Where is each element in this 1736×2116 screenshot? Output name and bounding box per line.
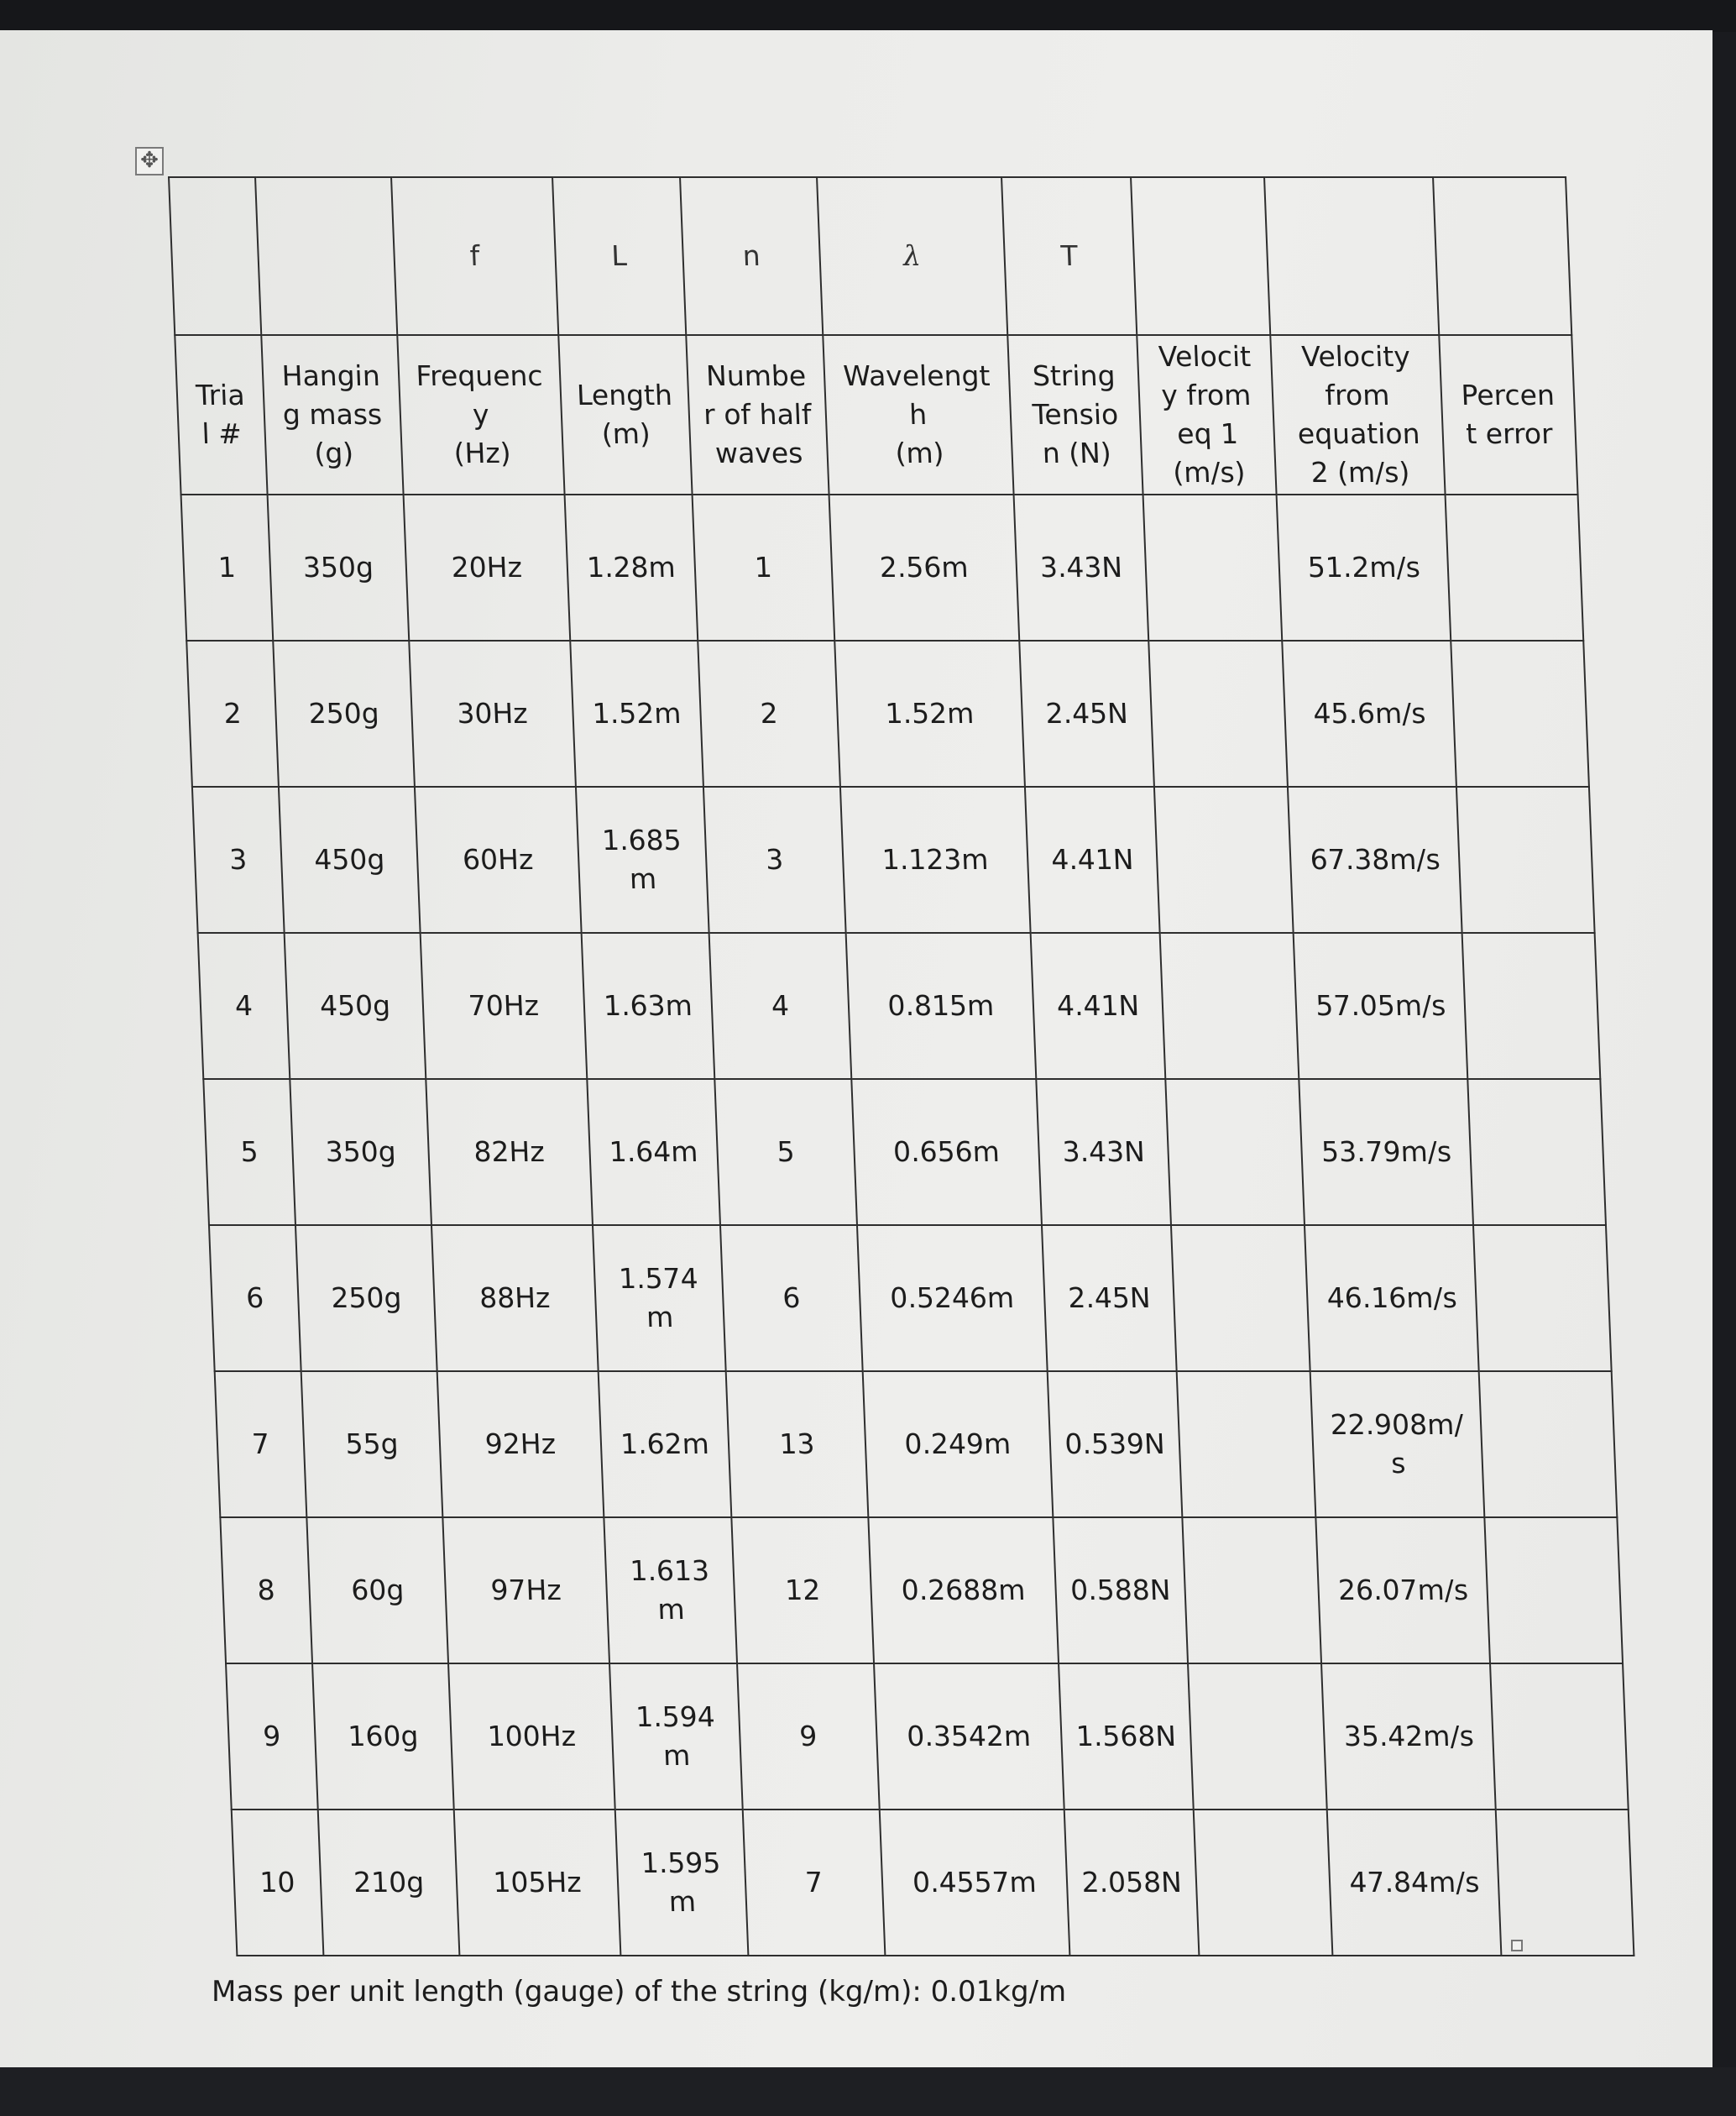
cell-velocity-eq1[interactable] [1160,933,1299,1079]
cell-frequency[interactable] [437,1371,604,1517]
header-cell-half-waves[interactable] [687,335,829,495]
cell-text: 9 [798,1720,818,1752]
cell-text: 12 [784,1574,821,1606]
cell-velocity-eq2[interactable] [1299,1079,1474,1225]
cell-text: 88Hz [478,1281,552,1314]
table-row [198,933,1601,1079]
cell-text: 3 [228,843,248,876]
cell-tension[interactable] [1042,1225,1177,1371]
cell-text: 5 [776,1135,796,1168]
symbol-text: λ [902,239,922,272]
cell-text: 35.42m/s [1343,1720,1475,1752]
cell-percent-error[interactable] [1456,787,1594,933]
cell-frequency[interactable] [421,933,587,1079]
table-resize-icon[interactable] [1511,1940,1523,1951]
cell-wavelength[interactable] [868,1517,1059,1663]
cell-half-waves[interactable] [743,1810,885,1956]
cell-wavelength[interactable] [879,1810,1069,1956]
cell-tension[interactable] [1019,641,1154,787]
cell-velocity-eq1[interactable] [1148,641,1288,787]
cell-hanging-mass[interactable] [285,933,426,1079]
cell-text: 8 [256,1574,276,1606]
cell-hanging-mass[interactable] [273,641,415,787]
cell-tension[interactable] [1031,933,1166,1079]
cell-half-waves[interactable] [698,641,840,787]
cell-frequency[interactable] [404,495,570,641]
table-row [232,1810,1634,1956]
cell-text: 1.28m [586,551,677,584]
cell-text: 9 [262,1720,282,1752]
cell-trial[interactable] [220,1517,312,1663]
cell-wavelength[interactable] [845,933,1036,1079]
cell-velocity-eq1[interactable] [1143,495,1283,641]
cell-text: 250g [307,697,380,730]
cell-half-waves[interactable] [693,495,834,641]
header-text: String Tensio n (N) [1032,359,1119,469]
table-row [215,1371,1618,1517]
cell-length[interactable] [609,1663,743,1810]
cell-length[interactable] [598,1371,731,1517]
cell-frequency[interactable] [448,1663,614,1810]
monitor-bezel-bottom [0,2067,1736,2116]
cell-frequency[interactable] [426,1079,593,1225]
cell-frequency[interactable] [431,1225,598,1371]
cell-text: 0.3542m [906,1720,1032,1752]
cell-tension[interactable] [1059,1663,1194,1810]
cell-wavelength[interactable] [829,495,1019,641]
cell-text: 7 [804,1866,824,1899]
monitor-bezel-top [0,0,1736,32]
symbol-cell-velocity-eq2[interactable] [1264,177,1439,335]
cell-text: 0.5246m [889,1281,1015,1314]
cell-text: 105Hz [492,1866,583,1899]
cell-velocity-eq1[interactable] [1188,1663,1327,1810]
cell-text: 2.45N [1044,697,1129,730]
cell-tension[interactable] [1048,1371,1183,1517]
cell-frequency[interactable] [410,641,576,787]
cell-percent-error[interactable] [1485,1517,1623,1663]
cell-text: 0.588N [1069,1574,1172,1606]
cell-velocity-eq2[interactable] [1283,641,1457,787]
cell-text: 45.6m/s [1312,697,1427,730]
cell-text: 1.568N [1075,1720,1177,1752]
cell-velocity-eq1[interactable] [1194,1810,1333,1956]
cell-tension[interactable] [1025,787,1160,933]
cell-text: 210g [353,1866,425,1899]
cell-text: 60Hz [462,843,534,876]
cell-text: 51.2m/s [1307,551,1421,584]
header-cell-trial[interactable] [175,335,267,495]
cell-text: 450g [319,989,391,1022]
cell-text: 1 [217,551,237,584]
cell-text: 2.56m [879,551,970,584]
cell-percent-error[interactable] [1479,1371,1617,1517]
header-text: Frequenc y (Hz) [415,359,544,469]
table-row [192,787,1595,933]
cell-text: 4.41N [1050,843,1135,876]
symbol-cell-trial[interactable] [169,177,261,335]
cell-text: 2.45N [1067,1281,1152,1314]
cell-hanging-mass[interactable] [295,1225,437,1371]
cell-velocity-eq1[interactable] [1166,1079,1305,1225]
cell-half-waves[interactable] [703,787,845,933]
cell-text: 0.4557m [912,1866,1038,1899]
header-cell-wavelength[interactable] [823,335,1014,495]
cell-half-waves[interactable] [709,933,851,1079]
header-text: Velocity from equation 2 (m/s) [1297,340,1421,489]
cell-text: 30Hz [456,697,529,730]
cell-text: 4.41N [1056,989,1140,1022]
cell-text: 1.62m [620,1427,710,1460]
header-text: Percen t error [1460,379,1556,450]
cell-length[interactable] [604,1517,737,1663]
cell-velocity-eq2[interactable] [1316,1517,1491,1663]
symbol-cell-hanging-mass[interactable] [255,177,398,335]
header-cell-velocity-eq1[interactable] [1137,335,1277,495]
cell-hanging-mass[interactable] [290,1079,431,1225]
symbol-cell-half-waves[interactable] [680,177,823,335]
cell-percent-error[interactable] [1490,1663,1628,1810]
cell-text: 0.815m [886,989,995,1022]
table-row [203,1079,1606,1225]
cell-length[interactable] [587,1079,720,1225]
cell-text: 450g [313,843,386,876]
cell-text: 46.16m/s [1326,1281,1458,1314]
cell-text: 350g [302,551,374,584]
cell-velocity-eq2[interactable] [1305,1225,1479,1371]
cell-text: 1.685 m [601,824,682,895]
cell-wavelength[interactable] [874,1663,1064,1810]
cell-hanging-mass[interactable] [267,495,409,641]
cell-tension[interactable] [1064,1810,1200,1956]
cell-trial[interactable] [203,1079,295,1225]
cell-text: 1.52m [591,697,682,730]
table-row [186,641,1589,787]
cell-text: 3 [765,843,784,876]
cell-text: 47.84m/s [1348,1866,1481,1899]
header-cell-percent-error[interactable] [1440,335,1578,495]
header-cell-velocity-eq2[interactable] [1271,335,1446,495]
cell-text: 92Hz [484,1427,557,1460]
symbol-text: f [468,239,481,272]
cell-wavelength[interactable] [862,1371,1053,1517]
header-row [175,335,1577,495]
cell-length[interactable] [564,495,698,641]
cell-percent-error[interactable] [1451,641,1589,787]
cell-text: 0.656m [892,1135,1001,1168]
cell-length[interactable] [570,641,703,787]
cell-text: 160g [347,1720,420,1752]
cell-text: 1.594 m [635,1700,716,1772]
mass-per-length-note: Mass per unit length (gauge) of the string (kg/m): 0.01kg/m [212,1975,1067,2009]
cell-text: 4 [771,989,790,1022]
table-row [220,1517,1623,1663]
cell-text: 1.595 m [641,1846,722,1918]
symbol-cell-velocity-eq1[interactable] [1131,177,1270,335]
header-text: Length (m) [576,379,673,450]
header-text: Velocit y from eq 1 (m/s) [1158,340,1252,489]
header-cell-frequency[interactable] [398,335,565,495]
cell-half-waves[interactable] [732,1517,874,1663]
symbol-cell-tension[interactable] [1001,177,1137,335]
cell-text: 1.63m [603,989,693,1022]
cell-text: 0.2688m [900,1574,1027,1606]
symbol-cell-frequency[interactable] [391,177,558,335]
cell-text: 100Hz [486,1720,577,1752]
cell-wavelength[interactable] [840,787,1031,933]
cell-hanging-mass[interactable] [279,787,421,933]
data-table [168,176,1634,1956]
cell-trial[interactable] [226,1663,318,1810]
cell-hanging-mass[interactable] [306,1517,448,1663]
table-move-icon[interactable]: ✥ [135,147,164,175]
cell-trial[interactable] [209,1225,301,1371]
cell-text: 22.908m/ s [1329,1408,1465,1480]
cell-text: 1.574 m [618,1262,699,1333]
symbol-cell-wavelength[interactable] [817,177,1007,335]
header-cell-hanging-mass[interactable] [261,335,404,495]
cell-text: 2 [759,697,779,730]
symbol-row [169,177,1571,335]
cell-wavelength[interactable] [834,641,1025,787]
cell-text: 2 [222,697,243,730]
cell-text: 2.058N [1080,1866,1183,1899]
cell-trial[interactable] [186,641,279,787]
cell-percent-error[interactable] [1468,1079,1606,1225]
cell-tension[interactable] [1013,495,1148,641]
cell-length[interactable] [576,787,709,933]
cell-text: 3.43N [1039,551,1123,584]
cell-text: 250g [330,1281,403,1314]
cell-text: 60g [350,1574,405,1606]
cell-text: 70Hz [468,989,540,1022]
cell-text: 67.38m/s [1309,843,1441,876]
header-text: Numbe r of half waves [703,359,813,469]
cell-velocity-eq1[interactable] [1171,1225,1310,1371]
symbol-cell-percent-error[interactable] [1433,177,1571,335]
cell-velocity-eq2[interactable] [1327,1810,1502,1956]
cell-text: 350g [324,1135,397,1168]
symbol-text: L [610,239,628,272]
table-row [181,495,1584,641]
cell-frequency[interactable] [443,1517,609,1663]
cell-text: 6 [245,1281,264,1314]
cell-percent-error[interactable] [1462,933,1600,1079]
cell-text: 6 [782,1281,802,1314]
cell-velocity-eq2[interactable] [1277,495,1451,641]
cell-length[interactable] [593,1225,726,1371]
cell-velocity-eq2[interactable] [1321,1663,1496,1810]
cell-percent-error[interactable] [1496,1810,1634,1956]
cell-text: 26.07m/s [1337,1574,1469,1606]
cell-text: 55g [344,1427,400,1460]
cell-trial[interactable] [198,933,290,1079]
table-row [209,1225,1612,1371]
cell-text: 1.64m [608,1135,699,1168]
cell-length[interactable] [581,933,714,1079]
symbol-text: n [741,239,761,272]
cell-percent-error[interactable] [1473,1225,1611,1371]
cell-half-waves[interactable] [726,1371,868,1517]
cell-text: 1 [754,551,773,584]
cell-tension[interactable] [1036,1079,1171,1225]
cell-text: 82Hz [473,1135,546,1168]
cell-tension[interactable] [1053,1517,1188,1663]
cell-text: 5 [239,1135,259,1168]
cell-text: 0.249m [903,1427,1012,1460]
cell-velocity-eq1[interactable] [1177,1371,1316,1517]
cell-text: 1.52m [884,697,975,730]
cell-frequency[interactable] [415,787,581,933]
symbol-text: T [1059,239,1079,272]
table-row [226,1663,1629,1810]
data-table-container [168,176,1634,1938]
cell-percent-error[interactable] [1446,495,1583,641]
cell-text: 53.79m/s [1320,1135,1452,1168]
cell-velocity-eq2[interactable] [1294,933,1468,1079]
cell-velocity-eq2[interactable] [1288,787,1462,933]
cell-text: 0.539N [1064,1427,1166,1460]
header-text: Hangin g mass (g) [280,359,383,469]
cell-trial[interactable] [232,1810,324,1956]
cell-text: 97Hz [489,1574,562,1606]
cell-wavelength[interactable] [851,1079,1042,1225]
cell-trial[interactable] [215,1371,307,1517]
cell-hanging-mass[interactable] [312,1663,454,1810]
cell-wavelength[interactable] [857,1225,1048,1371]
cell-hanging-mass[interactable] [301,1371,443,1517]
cell-trial[interactable] [181,495,274,641]
cell-length[interactable] [614,1810,748,1956]
symbol-cell-length[interactable] [552,177,687,335]
header-cell-length[interactable] [558,335,693,495]
cell-text: 57.05m/s [1315,989,1447,1022]
cell-text: 1.613 m [629,1554,710,1626]
cell-velocity-eq1[interactable] [1183,1517,1322,1663]
cell-text: 4 [234,989,254,1022]
cell-text: 10 [259,1866,296,1899]
cell-hanging-mass[interactable] [318,1810,460,1956]
cell-frequency[interactable] [454,1810,620,1956]
cell-velocity-eq2[interactable] [1310,1371,1485,1517]
header-text: Wavelengt h (m) [842,359,991,469]
header-cell-tension[interactable] [1007,335,1143,495]
cell-text: 1.123m [881,843,990,876]
cell-text: 7 [251,1427,270,1460]
cell-half-waves[interactable] [737,1663,879,1810]
cell-trial[interactable] [192,787,285,933]
cell-text: 13 [778,1427,816,1460]
cell-velocity-eq1[interactable] [1154,787,1294,933]
header-text: Tria l # [195,379,246,450]
cell-half-waves[interactable] [715,1079,857,1225]
cell-text: 20Hz [450,551,523,584]
cell-half-waves[interactable] [720,1225,862,1371]
cell-text: 3.43N [1061,1135,1146,1168]
